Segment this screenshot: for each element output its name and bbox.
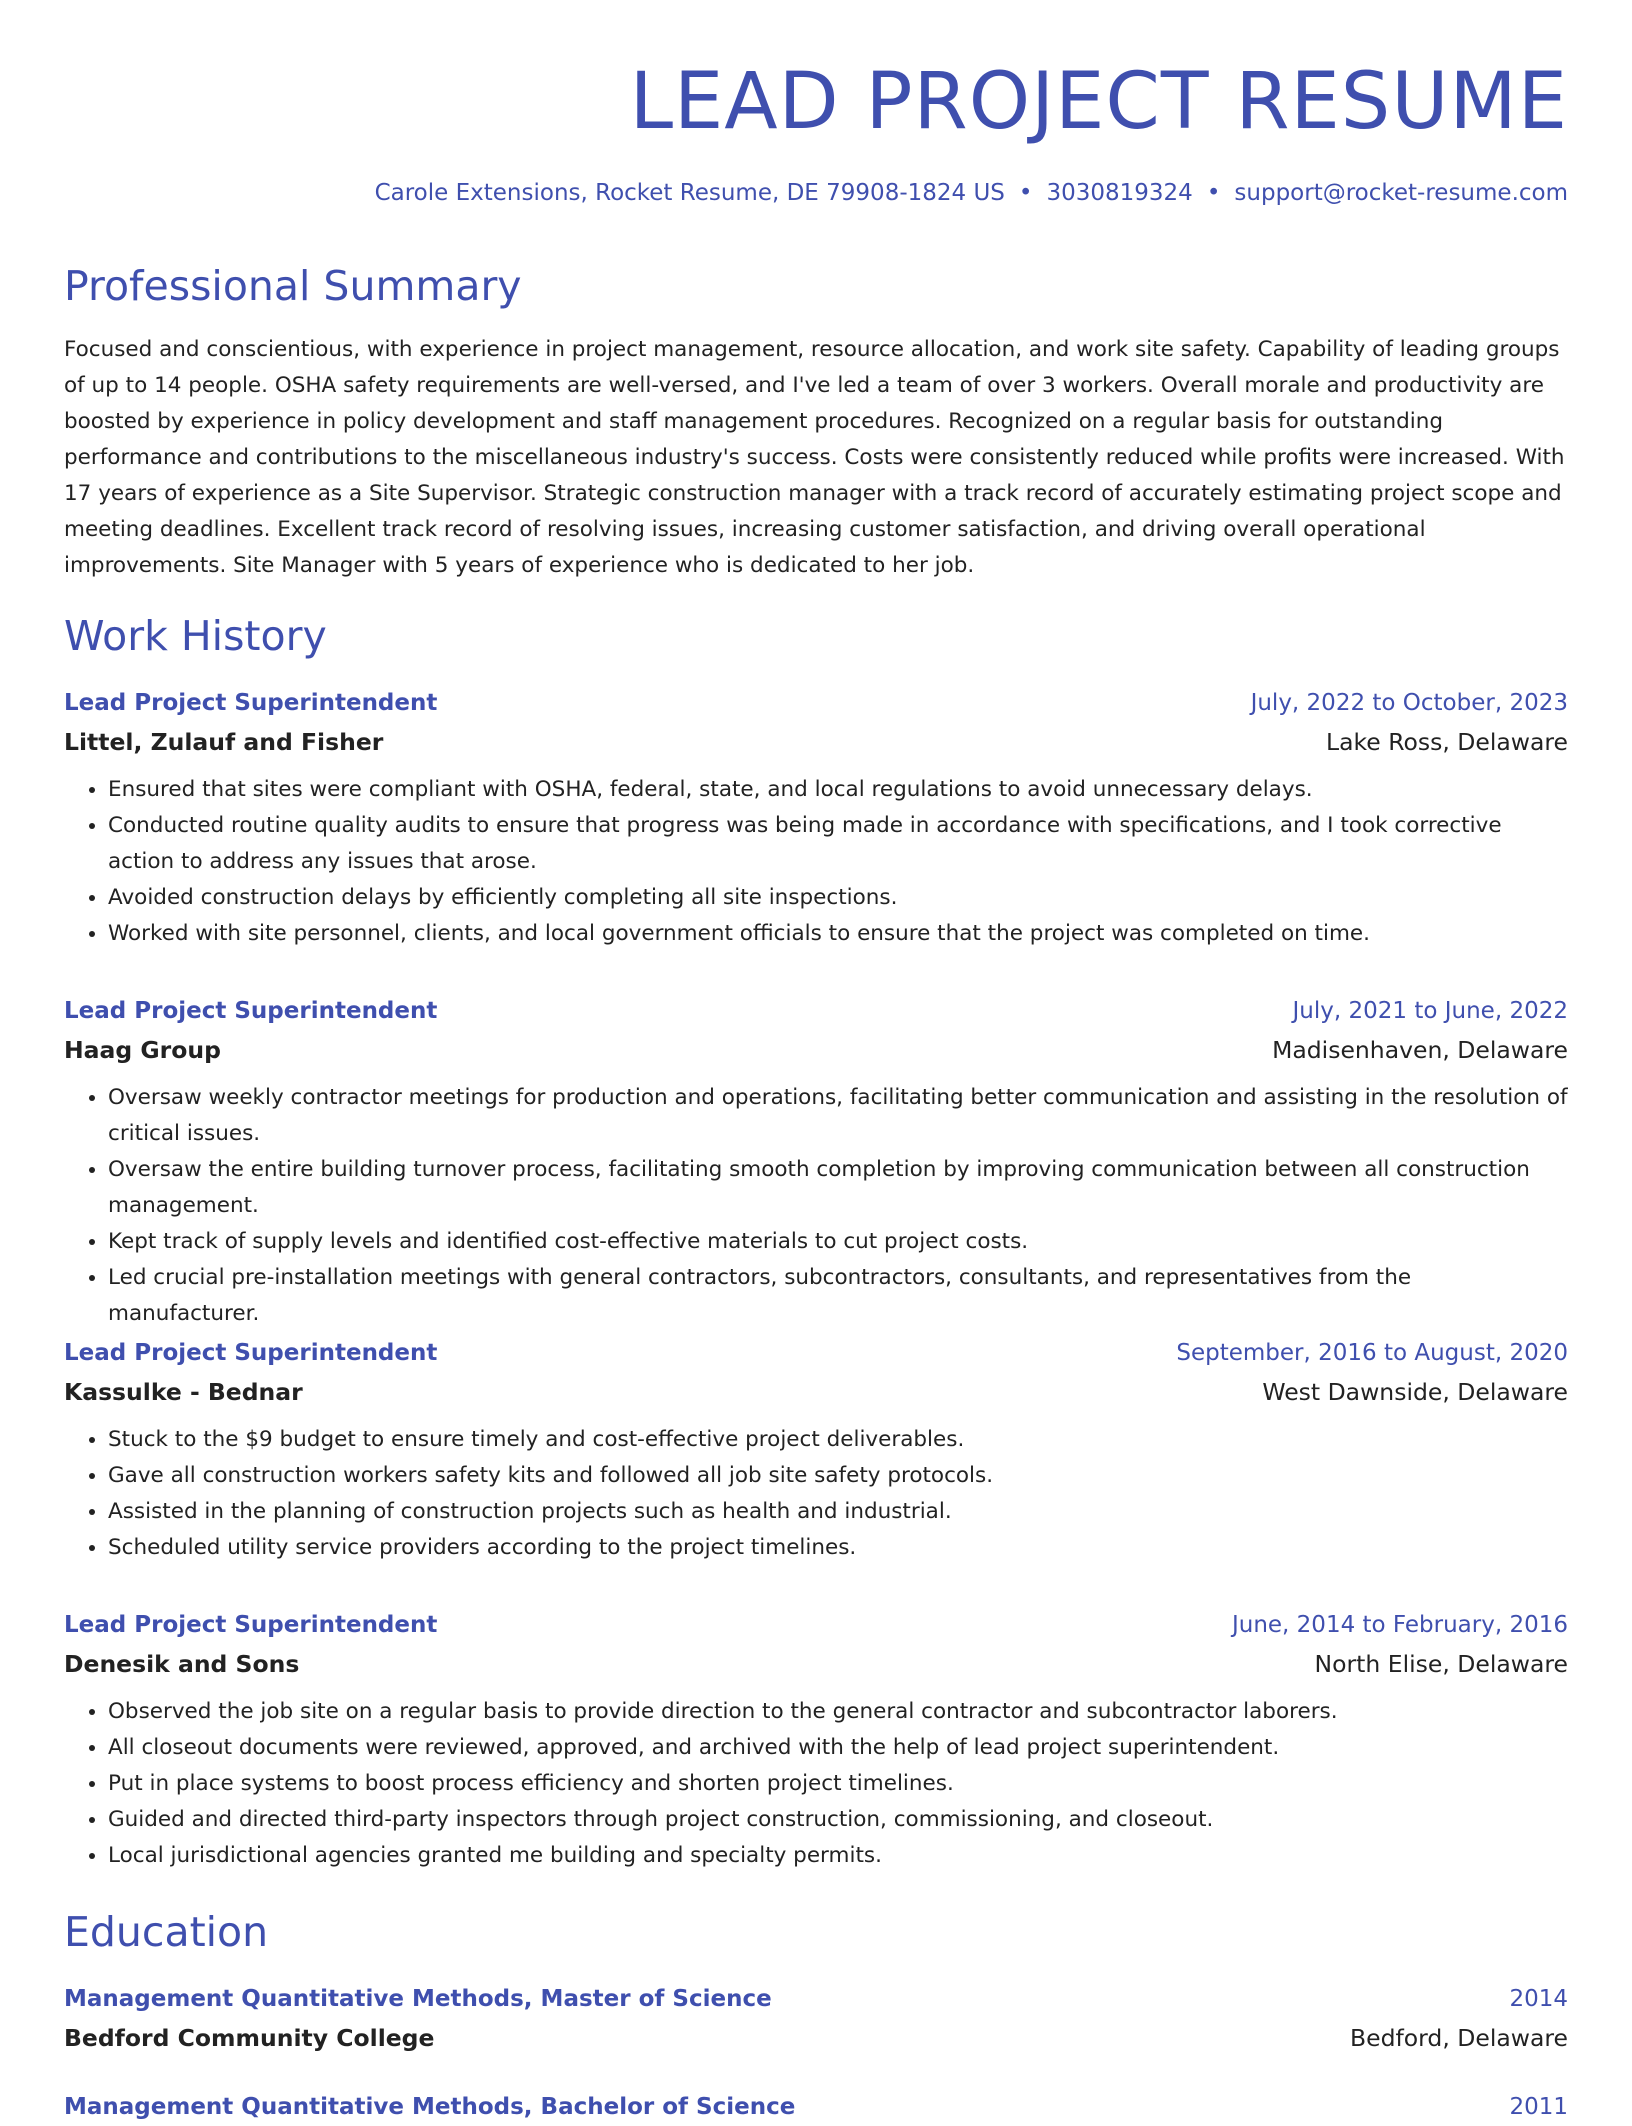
summary-heading: Professional Summary (64, 262, 522, 310)
education-school: Bedford Community College (64, 2024, 435, 2052)
list-item: • Put in place systems to boost process efficiency and shorten project timelines. (108, 1766, 1568, 1802)
job-role: Lead Project Superintendent (64, 690, 438, 716)
contact-phone[interactable]: 3030819324 (1046, 180, 1193, 206)
education-degree: Management Quantitative Methods, Bachelor of Science (64, 2094, 796, 2120)
contact-separator: • (1206, 180, 1221, 206)
education-location: Bedford, Delaware (1350, 2024, 1568, 2052)
education-entry (64, 1980, 1568, 2058)
job-role: Lead Project Superintendent (64, 1612, 438, 1638)
list-item: • Assisted in the planning of construction projects such as health and industrial. (108, 1494, 1568, 1530)
list-item: • All closeout documents were reviewed, approved, and archived with the help of lead project superintendent. (108, 1730, 1568, 1766)
job-entry (64, 1606, 1568, 1874)
resume-title: LEAD PROJECT RESUME (629, 57, 1568, 147)
contact-line (375, 180, 1568, 206)
list-item: • Ensured that sites were compliant with OSHA, federal, state, and local regulations to avoid unnecessary delays. (108, 772, 1568, 808)
job-entry (64, 684, 1568, 952)
job-company: Littel, Zulauf and Fisher (64, 728, 384, 756)
list-item: • Oversaw the entire building turnover process, facilitating smooth completion by improving communication between all construction management. (108, 1152, 1568, 1224)
list-item: • Guided and directed third-party inspectors through project construction, commissioning, and closeout. (108, 1802, 1568, 1838)
job-bullets (64, 1080, 1568, 1332)
list-item: • Observed the job site on a regular basis to provide direction to the general contractor and subcontractor laborers. (108, 1694, 1568, 1730)
job-role: Lead Project Superintendent (64, 1340, 438, 1366)
education-year: 2014 (1509, 1986, 1568, 2012)
list-item: • Avoided construction delays by efficiently completing all site inspections. (108, 880, 1568, 916)
job-dates: July, 2022 to October, 2023 (1250, 690, 1568, 716)
education-year: 2011 (1509, 2094, 1568, 2120)
contact-address: Carole Extensions, Rocket Resume, DE 79908-1824 US (374, 180, 1005, 206)
job-bullets (64, 772, 1568, 952)
job-role: Lead Project Superintendent (64, 998, 438, 1024)
education-entry (64, 2088, 1568, 2126)
contact-separator: • (1018, 180, 1033, 206)
list-item: • Kept track of supply levels and identified cost-effective materials to cut project costs. (108, 1224, 1568, 1260)
job-location: Lake Ross, Delaware (1326, 728, 1568, 756)
job-location: West Dawnside, Delaware (1262, 1378, 1568, 1406)
job-dates: July, 2021 to June, 2022 (1292, 998, 1568, 1024)
contact-email[interactable]: support@rocket-resume.com (1234, 180, 1568, 206)
job-company: Haag Group (64, 1036, 221, 1064)
job-company: Denesik and Sons (64, 1650, 300, 1678)
job-bullets (64, 1694, 1568, 1874)
education-heading: Education (64, 1908, 269, 1956)
list-item: • Stuck to the $9 budget to ensure timely and cost-effective project deliverables. (108, 1422, 1568, 1458)
list-item: • Gave all construction workers safety kits and followed all job site safety protocols. (108, 1458, 1568, 1494)
list-item: • Conducted routine quality audits to ensure that progress was being made in accordance with specifications, and I took corrective action to address any issues that arose. (108, 808, 1568, 880)
job-company: Kassulke - Bednar (64, 1378, 303, 1406)
job-location: North Elise, Delaware (1314, 1650, 1568, 1678)
job-dates: September, 2016 to August, 2020 (1176, 1340, 1568, 1366)
job-entry (64, 992, 1568, 1332)
list-item: • Worked with site personnel, clients, and local government officials to ensure that the project was completed on time. (108, 916, 1568, 952)
job-dates: June, 2014 to February, 2016 (1231, 1612, 1568, 1638)
summary-text: Focused and conscientious, with experience in project management, resource allocation, and work site safety. Capability of leading groups of up to 14 people. OSHA safety requirements are well-versed, and I've led a team of over 3 workers. Overall morale and productivity are boosted by experience in policy development and staff management procedures. Recognized on a regular basis for outstanding performance and contributions to the miscellaneous industry's success. Costs were consistently reduced while profits were increased. With 17 years of experience as a Site Supervisor. Strategic construction manager with a track record of accurately estimating project scope and meeting deadlines. Excellent track record of resolving issues, increasing customer satisfaction, and driving overall operational improvements. Site Manager with 5 years of experience who is dedicated to her job. (64, 337, 1565, 578)
job-entry (64, 1334, 1568, 1566)
job-bullets (64, 1422, 1568, 1566)
job-location: Madisenhaven, Delaware (1272, 1036, 1568, 1064)
education-degree: Management Quantitative Methods, Master of Science (64, 1986, 772, 2012)
list-item: • Led crucial pre-installation meetings with general contractors, subcontractors, consultants, and representatives from the manufacturer. (108, 1260, 1568, 1332)
list-item: • Oversaw weekly contractor meetings for production and operations, facilitating better communication and assisting in the resolution of critical issues. (108, 1080, 1568, 1152)
work-history-heading: Work History (64, 612, 327, 660)
list-item: • Local jurisdictional agencies granted me building and specialty permits. (108, 1838, 1568, 1874)
list-item: • Scheduled utility service providers according to the project timelines. (108, 1530, 1568, 1566)
